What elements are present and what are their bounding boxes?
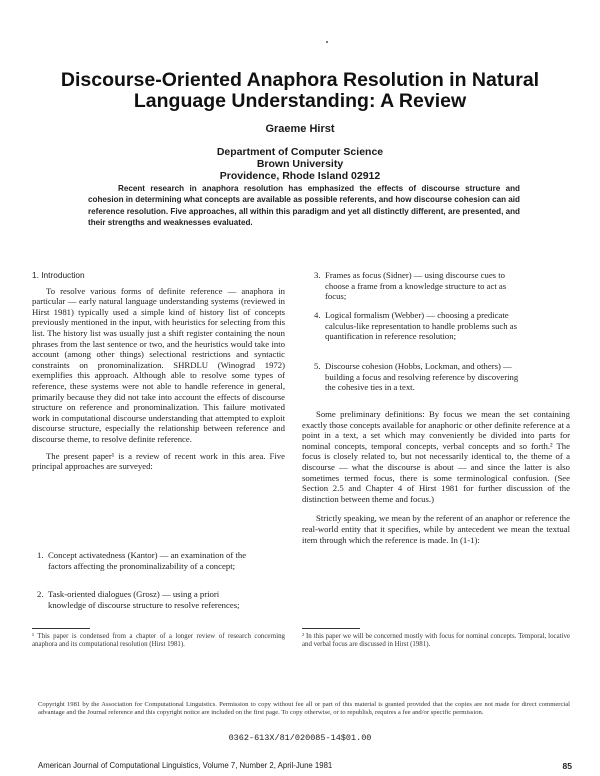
scan-speck xyxy=(326,41,328,43)
copyright-notice: Copyright 1981 by the Association for Computational Linguistics. Permission to copy without fee all or part of this material is granted provided that the copies are not made for direct commercial advantage and the Journal reference and this copyright notice are included on the first page. To copy otherwise, or to republish, requires a fee and/or specific permission. xyxy=(38,701,570,716)
definitions-paragraph: Some preliminary definitions: By focus we mean the set containing exactly those concepts available for anaphoric or other definite reference at a point in a text, a set which may conveniently be divided into parts for nominal concepts, temporal concepts, verbal concepts and so forth.² The focus is closely related to, but not necessarily identical to, the theme of a discourse — what the discourse is about — and since the latter is also sometimes termed focus, there is some terminological confusion. (See Section 2.5 and Chapter 4 of Hirst 1981 for further discussion of the distinction between theme and focus.) xyxy=(302,409,570,504)
footnote-rule xyxy=(32,628,90,629)
footnote-1: ¹ This paper is condensed from a chapter of a longer review of research concerning anaphora and its computational resolution (Hirst 1981). xyxy=(32,633,285,649)
paper-title: Discourse-Oriented Anaphora Resolution in Natural Language Understanding: A Review xyxy=(60,69,540,112)
affiliation-department: Department of Computer Science xyxy=(216,146,384,158)
author-name: Graeme Hirst xyxy=(265,123,335,135)
footnote-2: ² In this paper we will be concerned mostly with focus for nominal concepts. Temporal, locative and verbal focus are discussed in Hirst (1981). xyxy=(302,633,570,649)
journal-citation: American Journal of Computational Linguistics, Volume 7, Number 2, April-June 1981 xyxy=(38,761,333,770)
list-item-text: Concept activatedness (Kantor) — an examination of the factors affecting the pronominalizability of a concept; xyxy=(48,550,247,571)
list-item-number: 1. xyxy=(37,550,44,560)
affiliation-address: Providence, Rhode Island 02912 xyxy=(219,170,381,182)
page-number: 85 xyxy=(562,761,572,771)
intro-paragraph-1: To resolve various forms of definite reference — anaphora in particular — early natural language understanding systems (reviewed in Hirst 1981) typically used a simple kind of history list of concepts previously mentioned in the input, with heuristics for selecting from this list. The history list was usually just a shift register containing the noun phrases from the last sentence or two, and the heuristics would take into account (among other things) selectional restrictions and syntactic constraints on pronominalization. SHRDLU (Winograd 1972) exemplifies this approach. Although able to resolve some types of reference, these systems were not able to handle reference in general, primarily because they did not take into account the effects of discourse structure on reference and pronominalization. This failure motivated work in computational discourse understanding that attempted to exploit discourse structure, especially the relationship between reference and discourse theme, to resolve definite reference. xyxy=(32,285,285,444)
list-item-text: Discourse cohesion (Hobbs, Lockman, and others) — building a focus and resolving reference by discovering the cohesive ties in a text. xyxy=(325,361,519,393)
abstract: Recent research in anaphora resolution has emphasized the effects of discourse structure and cohesion in determining what concepts are available as possible referents, and how discourse cohesion can aid reference resolution. Five approaches, all within this paradigm and yet all distinctly different, are presented, and their strengths and weaknesses evaluated. xyxy=(88,184,520,227)
affiliation-university: Brown University xyxy=(256,158,344,170)
footnote-rule xyxy=(302,628,360,629)
section-heading: 1. Introduction xyxy=(32,270,85,280)
referent-paragraph: Strictly speaking, we mean by the referent of an anaphor or reference the real-world entity that it specifies, while by antecedent we mean the textual item through which the reference is made. In (1-1): xyxy=(302,513,570,545)
right-column xyxy=(302,409,570,545)
list-item-text: Task-oriented dialogues (Grosz) — using a priori knowledge of discourse structure to resolve references; xyxy=(48,589,240,610)
issn-code: 0362-613X/81/020085-14$01.00 xyxy=(228,733,372,743)
list-item-number: 2. xyxy=(37,589,44,599)
list-item-text: Logical formalism (Webber) — choosing a predicate calculus-like representation to handle problems such as quantification in reference resolution; xyxy=(325,310,518,342)
left-column xyxy=(32,270,285,472)
intro-paragraph-2: The present paper¹ is a review of recent work in this area. Five principal approaches are surveyed: xyxy=(32,450,285,472)
list-item-number: 5. xyxy=(314,361,321,371)
list-item-text: Frames as focus (Sidner) — using discourse cues to choose a frame from a knowledge structure to act as focus; xyxy=(325,270,507,302)
list-item-number: 3. xyxy=(314,270,321,280)
list-item-number: 4. xyxy=(314,310,321,320)
